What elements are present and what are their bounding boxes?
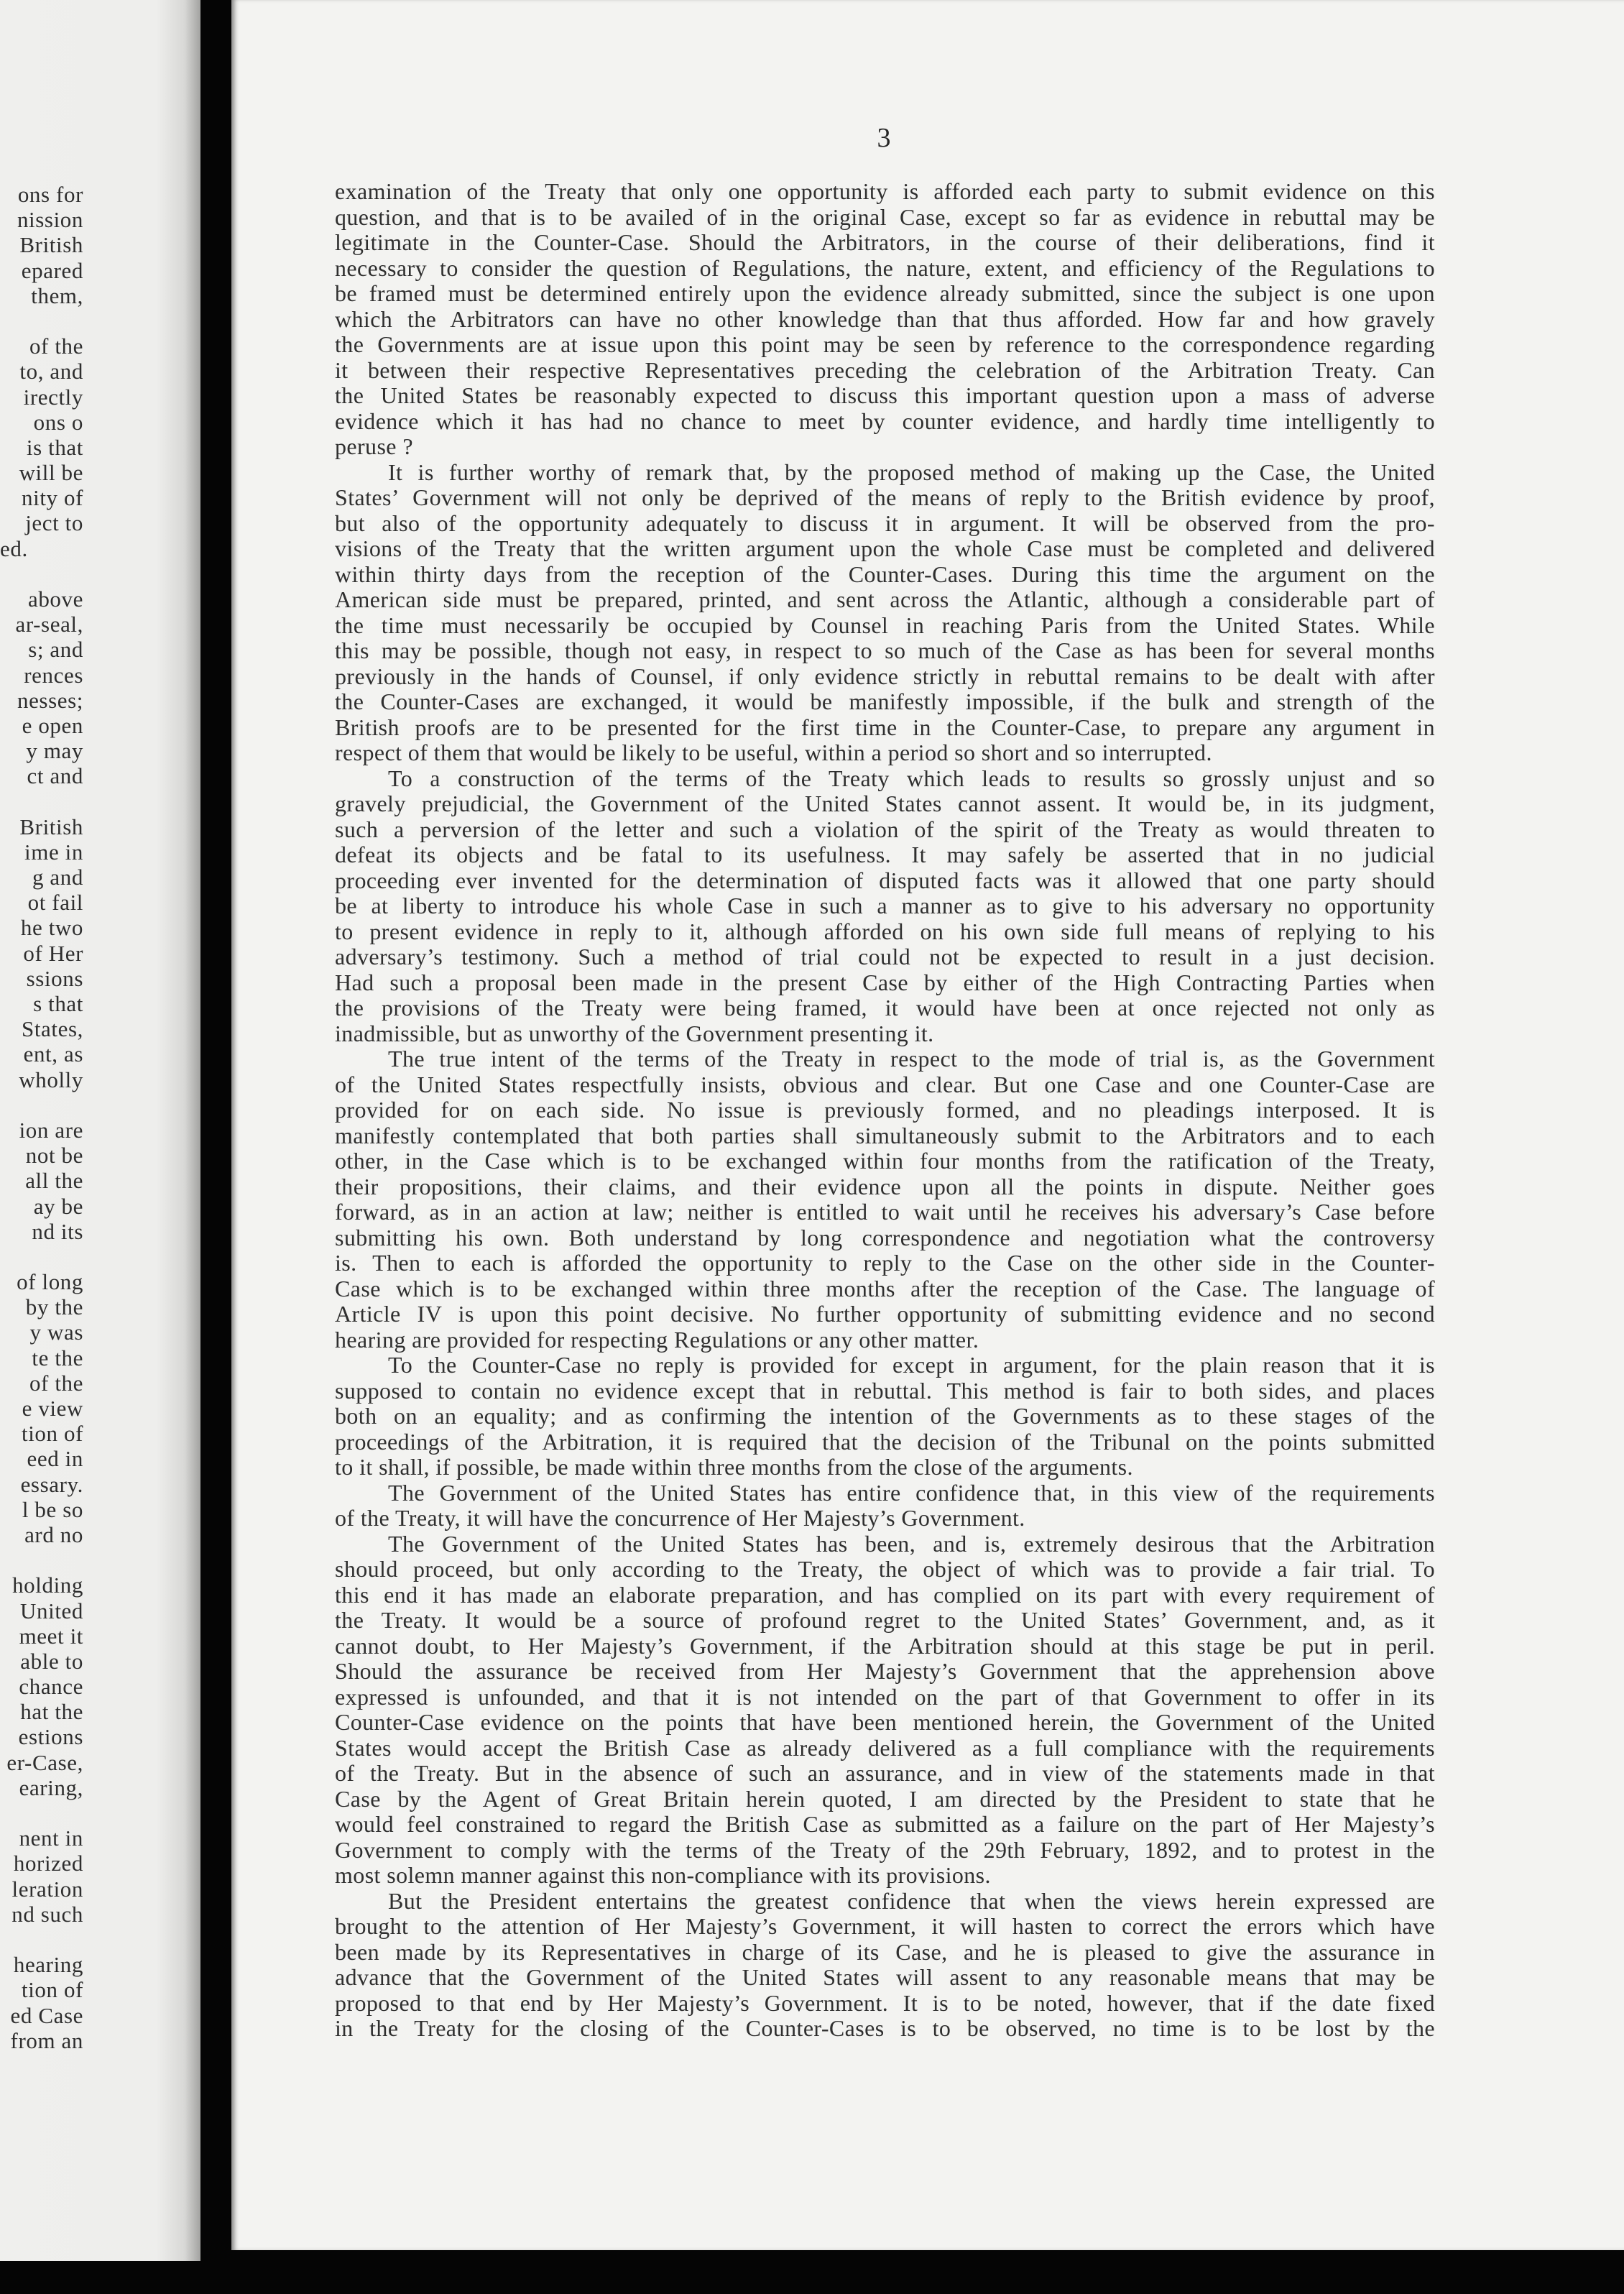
left-page-line: ed. bbox=[0, 535, 28, 561]
left-page-paragraph bbox=[0, 1269, 83, 1547]
paragraph bbox=[335, 1531, 1435, 1889]
left-page-paragraph bbox=[0, 814, 83, 1092]
left-page-line: ject to bbox=[25, 510, 83, 536]
paragraph bbox=[335, 1353, 1435, 1480]
left-page-line: irectly bbox=[23, 384, 83, 410]
text-line: previously in the hands of Counsel, if only evidence strictly in rebuttal remains to be dealt with after bbox=[335, 663, 1435, 689]
left-page-line: hat the bbox=[20, 1699, 83, 1725]
left-page-line: essary. bbox=[20, 1471, 83, 1497]
text-line: examination of the Treaty that only one opportunity is afforded each party to submit evidence on this bbox=[335, 179, 1435, 204]
text-line: brought to the attention of Her Majesty’s Government, it will hasten to correct the errors which have bbox=[335, 1914, 1435, 1939]
text-line: of the Treaty, it will have the concurrence of Her Majesty’s Government. bbox=[335, 1506, 1025, 1531]
text-line: Case which is to be exchanged within three months after the reception of the Case. The language of bbox=[335, 1276, 1435, 1302]
left-page-paragraph bbox=[0, 333, 83, 561]
left-page-line: chance bbox=[19, 1674, 83, 1700]
left-page-line: them, bbox=[31, 282, 83, 308]
text-line: peruse ? bbox=[335, 434, 413, 459]
left-page-line: all the bbox=[25, 1168, 83, 1194]
left-page-line: British bbox=[19, 232, 83, 258]
text-line: the Governments are at issue upon this point may be seen by reference to the correspondence regarding bbox=[335, 332, 1435, 357]
text-line: it between their respective Representatives preceding the celebration of the Arbitration Treaty. Can bbox=[335, 357, 1435, 383]
text-line: to it shall, if possible, be made within three months from the close of the arguments. bbox=[335, 1455, 1133, 1480]
text-line: inadmissible, but as unworthy of the Government presenting it. bbox=[335, 1021, 934, 1046]
left-page-line: s; and bbox=[28, 637, 83, 663]
left-page-line: nd its bbox=[32, 1218, 83, 1244]
left-page-paragraph bbox=[0, 182, 83, 308]
text-line: both on an equality; and as confirming the intention of the Governments as to these stages of the bbox=[335, 1404, 1435, 1429]
left-page-line: nent in bbox=[19, 1825, 83, 1851]
text-line: evidence which it has had no chance to meet by counter evidence, and hardly time intelligently to bbox=[335, 408, 1435, 434]
left-page-fragment bbox=[0, 0, 200, 2261]
text-line: this may be possible, though not easy, in respect to so much of the Case as has been for several months bbox=[335, 638, 1435, 663]
left-page-line: ons for bbox=[17, 182, 83, 207]
left-page-line: y may bbox=[26, 738, 83, 764]
text-line: The Government of the United States has been, and is, extremely desirous that the Arbitration bbox=[388, 1531, 1435, 1557]
left-page-line: g and bbox=[32, 865, 83, 890]
left-page-line: above bbox=[27, 586, 83, 612]
text-line: advance that the Government of the United States will assent to any reasonable means that may be bbox=[335, 1965, 1435, 1990]
left-page-line: leration bbox=[11, 1876, 83, 1902]
text-line: To the Counter-Case no reply is provided for except in argument, for the plain reason that it is bbox=[388, 1353, 1435, 1378]
left-page-line: ssions bbox=[26, 965, 83, 991]
left-page-line: horized bbox=[13, 1851, 83, 1876]
left-page-line: ent, as bbox=[23, 1041, 83, 1067]
left-page-line: ed Case bbox=[10, 2002, 83, 2028]
left-page-line: nission bbox=[17, 207, 83, 233]
paragraph bbox=[335, 1889, 1435, 2042]
text-line: necessary to consider the question of Regulations, the nature, extent, and efficiency of the Regulations to bbox=[335, 255, 1435, 281]
left-page-line: e view bbox=[22, 1396, 83, 1421]
text-line: adversary’s testimony. Such a method of trial could not be expected to result in a just decision. bbox=[335, 944, 1435, 969]
left-page-line: rences bbox=[24, 662, 83, 688]
text-line: British proofs are to be presented for the first time in the Counter-Case, to prepare any argument in bbox=[335, 714, 1435, 740]
text-line: Case by the Agent of Great Britain herein quoted, I am directed by the President to state that he bbox=[335, 1786, 1435, 1812]
left-page-line: he two bbox=[20, 915, 83, 941]
text-line: this end it has made an elaborate preparation, and has complied on its part with every requirement of bbox=[335, 1582, 1435, 1608]
text-line: but also of the opportunity adequately to discuss it in argument. It will be observed from the pro- bbox=[335, 510, 1435, 536]
left-page-line: of Her bbox=[23, 940, 83, 966]
text-line: other, in the Case which is to be exchanged within four months from the ratification of the Treaty, bbox=[335, 1148, 1435, 1174]
text-line: to present evidence in reply to it, although afforded on his own side full means of replying to his bbox=[335, 918, 1435, 944]
left-page-line: e open bbox=[22, 712, 83, 738]
text-line: be at liberty to introduce his whole Case in such a manner as to give to his adversary no opportunity bbox=[335, 893, 1435, 918]
left-page-line: y was bbox=[29, 1319, 83, 1345]
text-line: the time must necessarily be occupied by Counsel in reaching Paris from the United States. While bbox=[335, 612, 1435, 638]
left-page-line: by the bbox=[25, 1294, 83, 1320]
text-line: But the President entertains the greatest confidence that when the views herein expressed are bbox=[388, 1888, 1435, 1914]
left-page-line: s that bbox=[33, 991, 83, 1016]
text-line: provided for on each side. No issue is previously formed, and no pleadings interposed. It is bbox=[335, 1097, 1435, 1123]
left-page-line: to, and bbox=[19, 359, 83, 384]
text-line: It is further worthy of remark that, by the proposed method of making up the Case, the United bbox=[388, 459, 1435, 485]
text-line: supposed to contain no evidence except that in rebuttal. This method is fair to both sides, and places bbox=[335, 1378, 1435, 1404]
text-line: Counter-Case evidence on the points that have been mentioned herein, the Government of the United bbox=[335, 1710, 1435, 1735]
text-line: the provisions of the Treaty were being framed, it would have been at once rejected not only as bbox=[335, 995, 1435, 1021]
text-line: question, and that is to be availed of in the original Case, except so far as evidence in rebuttal may be bbox=[335, 204, 1435, 230]
left-page-line: from an bbox=[10, 2027, 83, 2053]
text-line: States’ Government will not only be deprived of the means of reply to the British evidence by proof, bbox=[335, 485, 1435, 510]
text-line: most solemn manner against this non-compliance with its provisions. bbox=[335, 1863, 991, 1888]
left-page-paragraph bbox=[0, 1572, 83, 1800]
left-page-line: er-Case, bbox=[6, 1749, 83, 1775]
left-page-line: ons o bbox=[33, 409, 83, 435]
left-page-paragraph bbox=[0, 1118, 83, 1244]
left-page-line: ard no bbox=[24, 1521, 83, 1547]
text-line: manifestly contemplated that both parties shall simultaneously submit to the Arbitrators and to each bbox=[335, 1123, 1435, 1148]
text-line: be framed must be determined entirely upon the evidence already submitted, since the subject is one upon bbox=[335, 281, 1435, 306]
left-page-line: is that bbox=[26, 434, 83, 460]
left-page-line: able to bbox=[20, 1648, 83, 1674]
text-line: gravely prejudicial, the Government of the United States cannot assent. It would be, in its judgment, bbox=[335, 791, 1435, 816]
left-page-line: earing, bbox=[19, 1774, 83, 1800]
text-line: their propositions, their claims, and their evidence upon all the points in dispute. Neither goes bbox=[335, 1174, 1435, 1199]
left-page-line: te the bbox=[32, 1345, 83, 1371]
paragraph bbox=[335, 460, 1435, 766]
text-line: proceeding ever invented for the determination of disputed facts was it allowed that one party should bbox=[335, 867, 1435, 893]
left-page-line: British bbox=[19, 814, 83, 839]
left-page-line: nd such bbox=[11, 1901, 83, 1927]
left-page-line: will be bbox=[19, 460, 83, 486]
text-line: hearing are provided for respecting Regulations or any other matter. bbox=[335, 1327, 979, 1353]
text-line: Had such a proposal been made in the present Case by either of the High Contracting Parties when bbox=[335, 969, 1435, 995]
left-page-line: estions bbox=[18, 1724, 83, 1750]
text-line: the United States be reasonably expected to discuss this important question upon a mass of adverse bbox=[335, 383, 1435, 408]
text-line: the Counter-Cases are exchanged, it would be manifestly impossible, if the bulk and strength of the bbox=[335, 689, 1435, 714]
left-page-line: ion are bbox=[19, 1117, 83, 1143]
left-page-line: ar-seal, bbox=[15, 612, 83, 637]
left-page-line: hearing bbox=[13, 1952, 83, 1978]
left-page-line: of long bbox=[17, 1269, 83, 1295]
text-line: within thirty days from the reception of the Counter-Cases. During this time the argument on the bbox=[335, 561, 1435, 587]
text-line: such a perversion of the letter and such a violation of the spirit of the Treaty as would threaten to bbox=[335, 816, 1435, 842]
left-page-line: not be bbox=[25, 1143, 83, 1169]
text-line: Article IV is upon this point decisive. No further opportunity of submitting evidence and no second bbox=[335, 1302, 1435, 1327]
text-line: Government to comply with the terms of the Treaty of the 29th February, 1892, and to protest in the bbox=[335, 1837, 1435, 1863]
left-page-paragraph bbox=[0, 1825, 83, 1927]
text-line: in the Treaty for the closing of the Counter-Cases is to be observed, no time is to be lost by the bbox=[335, 2016, 1435, 2041]
text-line: The true intent of the terms of the Treaty in respect to the mode of trial is, as the Government bbox=[388, 1046, 1435, 1072]
text-line: States would accept the British Case as already delivered as a full compliance with the requirements bbox=[335, 1735, 1435, 1761]
text-line: submitting his own. Both understand by long correspondence and negotiation what the controversy bbox=[335, 1225, 1435, 1250]
left-page-line: ime in bbox=[24, 839, 83, 865]
text-line: proposed to that end by Her Majesty’s Government. It is to be noted, however, that if the date fixed bbox=[335, 1990, 1435, 2016]
left-page-line: meet it bbox=[19, 1623, 83, 1649]
text-line: would feel constrained to regard the British Case as submitted as a failure on the part of Her Majesty’s bbox=[335, 1812, 1435, 1837]
left-page-text-column bbox=[0, 182, 83, 2078]
left-page-line: tion of bbox=[22, 1977, 83, 2003]
text-line: legitimate in the Counter-Case. Should the Arbitrators, in the course of their deliberations, find it bbox=[335, 230, 1435, 255]
text-line: cannot doubt, to Her Majesty’s Government, if the Arbitration should at this stage be put in peril. bbox=[335, 1633, 1435, 1659]
left-page-line: holding bbox=[12, 1572, 83, 1598]
left-page-line: nesses; bbox=[17, 687, 83, 713]
left-page-line: wholly bbox=[19, 1067, 83, 1092]
text-line: the Treaty. It would be a source of profound regret to the United States’ Government, and, as it bbox=[335, 1608, 1435, 1633]
left-page-line: of the bbox=[29, 1370, 83, 1396]
left-page-line: l be so bbox=[22, 1496, 83, 1522]
text-line: respect of them that would be likely to be useful, within a period so short and so interrupted. bbox=[335, 740, 1212, 765]
text-line: proceedings of the Arbitration, it is required that the decision of the Tribunal on the points submitted bbox=[335, 1429, 1435, 1455]
text-line: The Government of the United States has entire confidence that, in this view of the requirements bbox=[388, 1480, 1435, 1506]
left-page-paragraph bbox=[0, 586, 83, 789]
left-page-line: nity of bbox=[22, 485, 83, 511]
paragraph bbox=[335, 1046, 1435, 1353]
left-page-line: epared bbox=[21, 257, 83, 283]
left-page-line: ct and bbox=[27, 763, 83, 789]
text-line: forward, as in an action at law; neither is entitled to wait until he receives his adversary’s Case before bbox=[335, 1199, 1435, 1225]
paragraph bbox=[335, 766, 1435, 1047]
page-number: 3 bbox=[877, 123, 891, 153]
paragraph bbox=[335, 1480, 1435, 1531]
text-line: Should the assurance be received from Her Majesty’s Government that the apprehension above bbox=[335, 1659, 1435, 1684]
text-line: of the United States respectfully insists, obvious and clear. But one Case and one Counter-Case are bbox=[335, 1072, 1435, 1097]
text-line: which the Arbitrators can have no other knowledge than that thus afforded. How far and how gravely bbox=[335, 306, 1435, 332]
text-line: defeat its objects and be fatal to its usefulness. It may safely be asserted that in no judicial bbox=[335, 842, 1435, 867]
left-page-line: ot fail bbox=[27, 890, 83, 916]
left-page-line: United bbox=[20, 1598, 83, 1623]
text-line: of the Treaty. But in the absence of such an assurance, and in view of the statements made in that bbox=[335, 1761, 1435, 1786]
text-line: been made by its Representatives in charge of its Case, and he is pleased to give the assurance in bbox=[335, 1939, 1435, 1965]
left-page-paragraph bbox=[0, 1952, 83, 2053]
text-line: American side must be prepared, printed, and sent across the Atlantic, although a considerable part of bbox=[335, 587, 1435, 612]
left-page-line: ay be bbox=[33, 1193, 83, 1219]
text-line: To a construction of the terms of the Treaty which leads to results so grossly unjust and so bbox=[388, 765, 1435, 791]
text-line: expressed is unfounded, and that it is not intended on the part of that Government to offer in its bbox=[335, 1684, 1435, 1710]
paragraph bbox=[335, 179, 1435, 460]
text-line: should proceed, but only according to the Treaty, the object of which was to provide a fair trial. To bbox=[335, 1557, 1435, 1582]
left-page-line: States, bbox=[22, 1016, 83, 1042]
body-text bbox=[335, 179, 1435, 2042]
left-page-line: of the bbox=[29, 333, 83, 359]
main-page bbox=[231, 0, 1624, 2250]
text-line: is. Then to each is afforded the opportunity to reply to the Case on the other side in the Counter- bbox=[335, 1250, 1435, 1276]
left-page-line: eed in bbox=[27, 1446, 83, 1472]
text-line: visions of the Treaty that the written argument upon the whole Case must be completed and delivered bbox=[335, 536, 1435, 561]
left-page-line: tion of bbox=[22, 1421, 83, 1447]
